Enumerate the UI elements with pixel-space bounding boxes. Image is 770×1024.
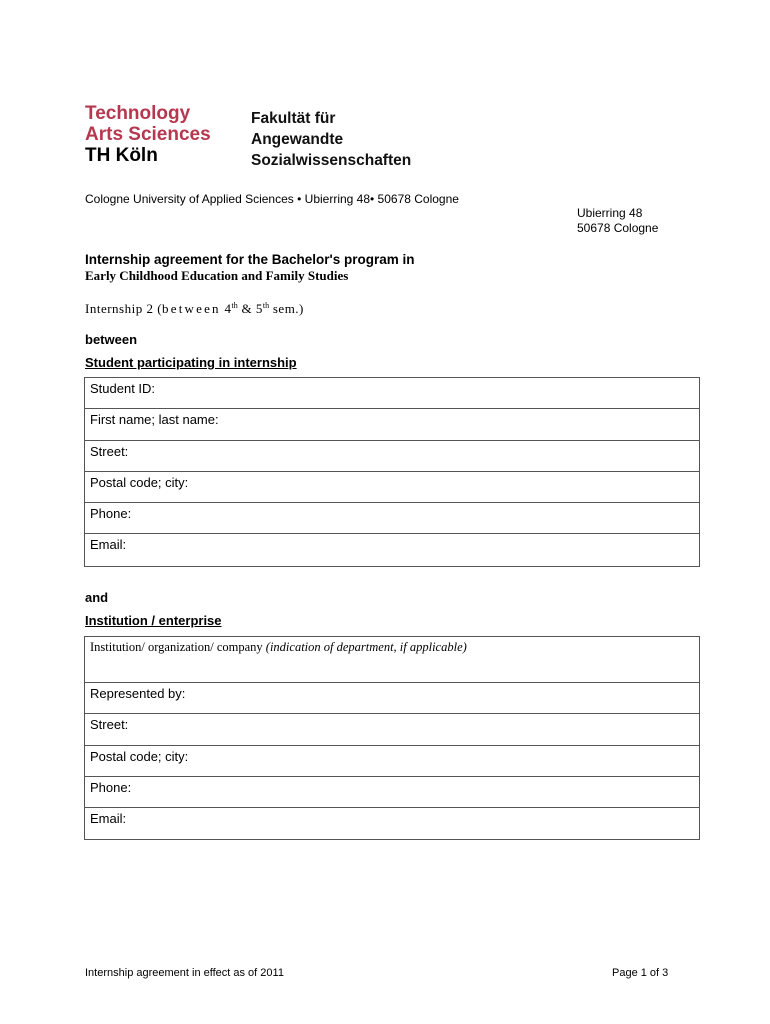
- student-field-email[interactable]: [85, 534, 699, 565]
- faculty-line-2: Angewandte: [251, 131, 344, 148]
- internship-sup2: th: [262, 301, 270, 310]
- document-title: Internship agreement for the Bachelor's program in: [85, 252, 415, 267]
- student-phone-label: Phone:: [90, 506, 132, 522]
- institution-street-label: Street:: [90, 717, 129, 733]
- footer-effective-date: Internship agreement in effect as of 2011: [85, 967, 284, 979]
- internship-sup1: th: [231, 301, 238, 310]
- between-label: between: [85, 332, 138, 347]
- address-block: [577, 206, 658, 236]
- institution-field-phone[interactable]: [85, 777, 699, 808]
- logo-th-koeln: TH Köln: [85, 145, 158, 166]
- internship-suffix: sem.): [269, 301, 304, 316]
- sender-line: Cologne University of Applied Sciences • Ubierring 48• 50678 Cologne: [85, 192, 459, 206]
- institution-represented-label: Represented by:: [90, 686, 186, 701]
- institution-field-street[interactable]: [85, 714, 699, 745]
- institution-form-table: [84, 636, 700, 840]
- student-field-id[interactable]: [85, 378, 699, 409]
- institution-postal-label: Postal code; city:: [90, 748, 189, 764]
- institution-field-email[interactable]: [85, 808, 699, 839]
- and-label: and: [85, 590, 109, 605]
- institution-email-label: Email:: [90, 811, 127, 827]
- university-logo: [85, 103, 211, 166]
- institution-phone-label: Phone:: [90, 779, 132, 795]
- student-field-street[interactable]: [85, 441, 699, 472]
- faculty-line-3: Sozialwissenschaften: [251, 152, 412, 169]
- student-email-label: Email:: [90, 537, 127, 553]
- institution-company-note: (indication of department, if applicable): [265, 640, 467, 654]
- internship-num1: 4: [220, 301, 232, 316]
- student-name-label: First name; last name:: [90, 412, 219, 428]
- student-id-label: Student ID:: [90, 381, 156, 396]
- address-street: Ubierring 48: [577, 206, 643, 220]
- internship-prefix: Internship 2 (: [85, 301, 163, 316]
- internship-line: [85, 301, 304, 317]
- institution-field-represented[interactable]: [85, 683, 699, 714]
- address-city: 50678 Cologne: [577, 221, 659, 235]
- student-section-heading: Student participating in internship: [85, 355, 297, 370]
- faculty-line-1: Fakultät für: [251, 110, 336, 127]
- student-field-postal[interactable]: [85, 472, 699, 503]
- footer-page-number: Page 1 of 3: [612, 967, 669, 979]
- student-postal-label: Postal code; city:: [90, 474, 189, 490]
- student-form-table: [84, 377, 700, 567]
- institution-company-label: Institution/ organization/ company: [90, 640, 266, 654]
- internship-between: between: [162, 301, 221, 316]
- internship-amp: & 5: [237, 301, 263, 316]
- student-field-name[interactable]: [85, 409, 699, 440]
- student-street-label: Street:: [90, 443, 129, 459]
- faculty-name: [251, 108, 411, 171]
- student-field-phone[interactable]: [85, 503, 699, 534]
- logo-arts-sciences: Arts Sciences: [85, 124, 211, 145]
- institution-field-company[interactable]: [85, 637, 699, 683]
- institution-field-postal[interactable]: [85, 746, 699, 777]
- program-name: Early Childhood Education and Family Studies: [85, 268, 349, 283]
- logo-technology: Technology: [85, 103, 191, 124]
- institution-section-heading: Institution / enterprise: [85, 613, 222, 628]
